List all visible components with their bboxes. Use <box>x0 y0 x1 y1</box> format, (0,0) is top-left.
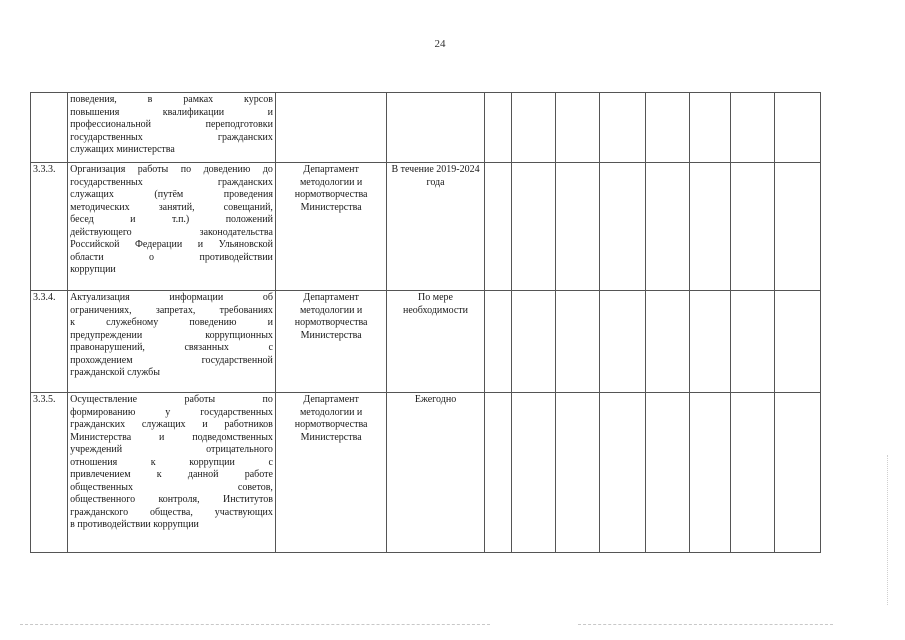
measure-description <box>68 93 276 163</box>
executor <box>275 93 386 163</box>
empty-cell <box>690 163 730 291</box>
description-line: служащих (путём проведения <box>70 189 273 200</box>
empty-cell <box>511 93 555 163</box>
empty-cell <box>774 93 820 163</box>
empty-cell <box>774 291 820 393</box>
measure-description <box>68 163 276 291</box>
deadline: Ежегодно <box>387 393 484 553</box>
empty-cell <box>555 93 599 163</box>
deadline: По мере необходимости <box>387 291 484 393</box>
page-number: 24 <box>434 38 446 50</box>
description-line: Российской Федерации и Ульяновской <box>70 239 273 250</box>
description-line: отношения к коррупции с <box>70 456 273 468</box>
description-line: общественного контроля, Институтов <box>70 494 273 505</box>
description-line: государственных гражданских <box>70 131 273 143</box>
description-line: действующего законодательства <box>70 226 273 238</box>
empty-cell <box>600 163 646 291</box>
table-row <box>31 93 821 163</box>
empty-cell <box>730 393 774 553</box>
empty-cell <box>774 163 820 291</box>
description-line: формированию у государственных <box>70 406 273 418</box>
item-number: 3.3.4. <box>31 291 68 393</box>
description-line: бесед и т.п.) положений <box>70 214 273 225</box>
description-line: служащих министерства <box>70 144 175 155</box>
description-line: к служебному поведению и <box>70 317 273 328</box>
description-line: в противодействии коррупции <box>70 519 199 530</box>
description-line: гражданских служащих и работников <box>70 419 273 430</box>
empty-cell <box>484 291 511 393</box>
empty-cell <box>646 291 690 393</box>
description-line: Актуализация информации об <box>70 292 273 303</box>
empty-cell <box>484 393 511 553</box>
description-line: профессиональной переподготовки <box>70 119 273 130</box>
empty-cell <box>690 393 730 553</box>
description-line: повышения квалификации и <box>70 106 273 118</box>
description-line: государственных гражданских <box>70 176 273 188</box>
executor: Департамент методологии и нормотворчества Министерства <box>275 291 386 393</box>
empty-cell <box>690 291 730 393</box>
description-line: Осуществление работы по <box>70 394 273 405</box>
item-number: 3.3.5. <box>31 393 68 553</box>
empty-cell <box>646 93 690 163</box>
scan-artifact-line <box>578 624 833 625</box>
empty-cell <box>600 393 646 553</box>
measure-description <box>68 291 276 393</box>
empty-cell <box>646 393 690 553</box>
empty-cell <box>730 291 774 393</box>
table-row <box>31 163 821 291</box>
description-line: методических занятий, совещаний, <box>70 201 273 213</box>
empty-cell <box>484 93 511 163</box>
empty-cell <box>600 291 646 393</box>
measure-description <box>68 393 276 553</box>
description-line: коррупции <box>70 264 116 275</box>
description-line: Организация работы по доведению до <box>70 164 273 175</box>
empty-cell <box>690 93 730 163</box>
description-line: области о противодействии <box>70 251 273 263</box>
description-line: гражданского общества, участвующих <box>70 506 273 518</box>
description-line: учреждений отрицательного <box>70 444 273 455</box>
deadline: В течение 2019-2024 года <box>387 163 484 291</box>
scan-artifact-line <box>20 624 490 625</box>
description-line: привлечением к данной работе <box>70 469 273 480</box>
empty-cell <box>646 163 690 291</box>
description-line: предупреждении коррупционных <box>70 329 273 341</box>
item-number: 3.3.3. <box>31 163 68 291</box>
deadline <box>387 93 484 163</box>
scan-edge-artifact <box>887 455 888 605</box>
executor: Департамент методологии и нормотворчества Министерства <box>275 393 386 553</box>
empty-cell <box>555 163 599 291</box>
description-line: общественных советов, <box>70 481 273 493</box>
description-line: правонарушений, связанных с <box>70 342 273 353</box>
description-line: ограничениях, запретах, требованиях <box>70 304 273 316</box>
empty-cell <box>511 291 555 393</box>
empty-cell <box>730 163 774 291</box>
table-row <box>31 393 821 553</box>
empty-cell <box>774 393 820 553</box>
item-number <box>31 93 68 163</box>
empty-cell <box>555 393 599 553</box>
executor: Департамент методологии и нормотворчества Министерства <box>275 163 386 291</box>
empty-cell <box>484 163 511 291</box>
description-line: прохождением государственной <box>70 354 273 366</box>
description-line: Министерства и подведомственных <box>70 431 273 443</box>
empty-cell <box>600 93 646 163</box>
description-line: гражданской службы <box>70 367 160 378</box>
empty-cell <box>511 393 555 553</box>
description-line: поведения, в рамках курсов <box>70 94 273 105</box>
empty-cell <box>555 291 599 393</box>
empty-cell <box>511 163 555 291</box>
empty-cell <box>730 93 774 163</box>
measures-table <box>30 92 821 553</box>
table-row <box>31 291 821 393</box>
